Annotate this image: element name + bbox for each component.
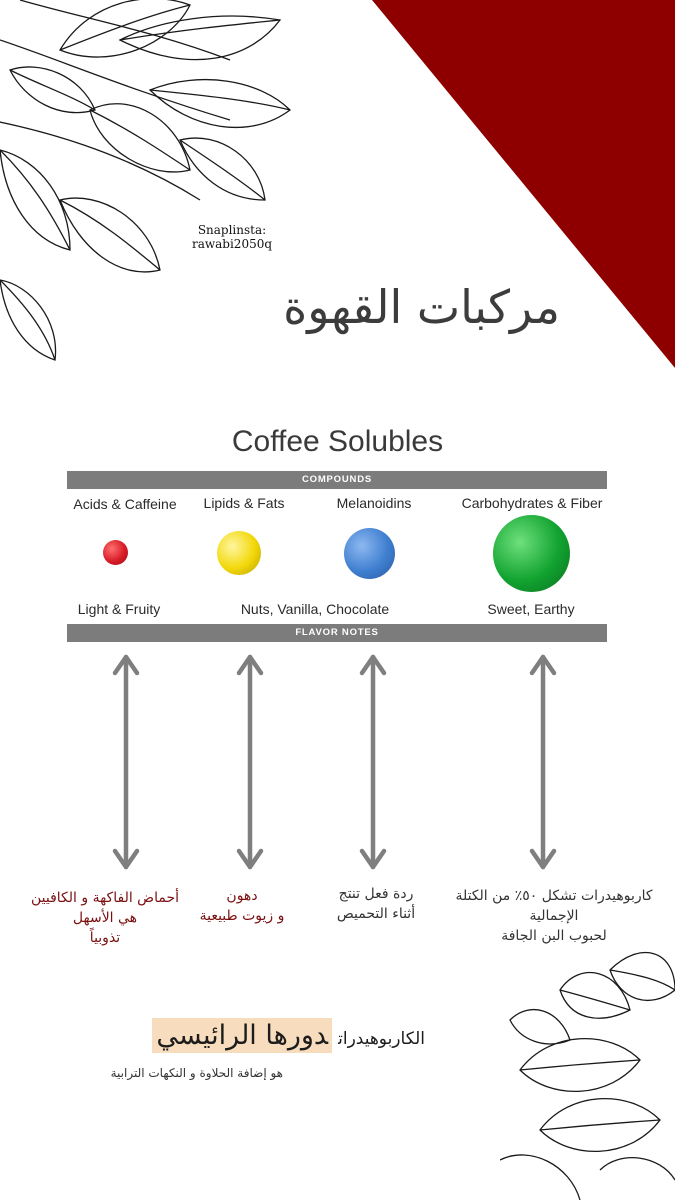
flavor-label-light-fruity: Light & Fruity xyxy=(77,601,161,617)
flavor-notes-band: FLAVOR NOTES xyxy=(67,624,607,642)
description-carbohydrates: كاربوهيدرات تشكل ٥٠٪ من الكتلة الإجمالية لحبوب البن الجافة xyxy=(455,888,653,944)
description-melanoidins: ردة فعل تنتج أثناء التحميص xyxy=(336,886,416,922)
description-lipids: دهون و زيوت طبيعية xyxy=(199,888,285,924)
compound-ball-lipids xyxy=(217,531,261,575)
flavor-label-sweet: Sweet, Earthy xyxy=(487,601,575,617)
compound-label-acids: Acids & Caffeine xyxy=(73,496,177,512)
compound-label-lipids: Lipids & Fats xyxy=(203,495,285,511)
chart-title: Coffee Solubles xyxy=(231,425,444,458)
footer-prefix: الكاربوهيدرات xyxy=(338,1029,425,1049)
arrows-group xyxy=(0,645,675,880)
page-title: مركبات القهوة xyxy=(283,280,560,334)
footer-highlight: دورها الرائيسي xyxy=(152,1018,332,1053)
double-arrow-4 xyxy=(532,657,554,867)
compounds-band: COMPOUNDS xyxy=(67,471,607,489)
compound-ball-carbohydrates xyxy=(493,515,570,592)
double-arrow-3 xyxy=(362,657,384,867)
compound-label-melanoidins: Melanoidins xyxy=(336,495,412,511)
credit-line-1: Snaplinsta: xyxy=(197,223,267,237)
double-arrow-1 xyxy=(115,657,137,867)
credit-text xyxy=(172,223,292,251)
compound-ball-melanoidins xyxy=(344,528,395,579)
compound-label-carbohydrates: Carbohydrates & Fiber xyxy=(461,495,603,511)
credit-handle: rawabi2050q xyxy=(191,237,273,251)
flavor-label-nuts: Nuts, Vanilla, Chocolate xyxy=(240,601,390,617)
double-arrow-2 xyxy=(239,657,261,867)
description-acids: أحماض الفاكهة و الكافيين هي الأسهل تذوبياً xyxy=(30,890,180,946)
footer-heading xyxy=(152,1020,425,1051)
compound-ball-acids xyxy=(103,540,128,565)
leaves-illustration-bottom xyxy=(500,930,675,1200)
footer-subtext: هو إضافة الحلاوة و النكهات الترابية xyxy=(110,1066,283,1080)
